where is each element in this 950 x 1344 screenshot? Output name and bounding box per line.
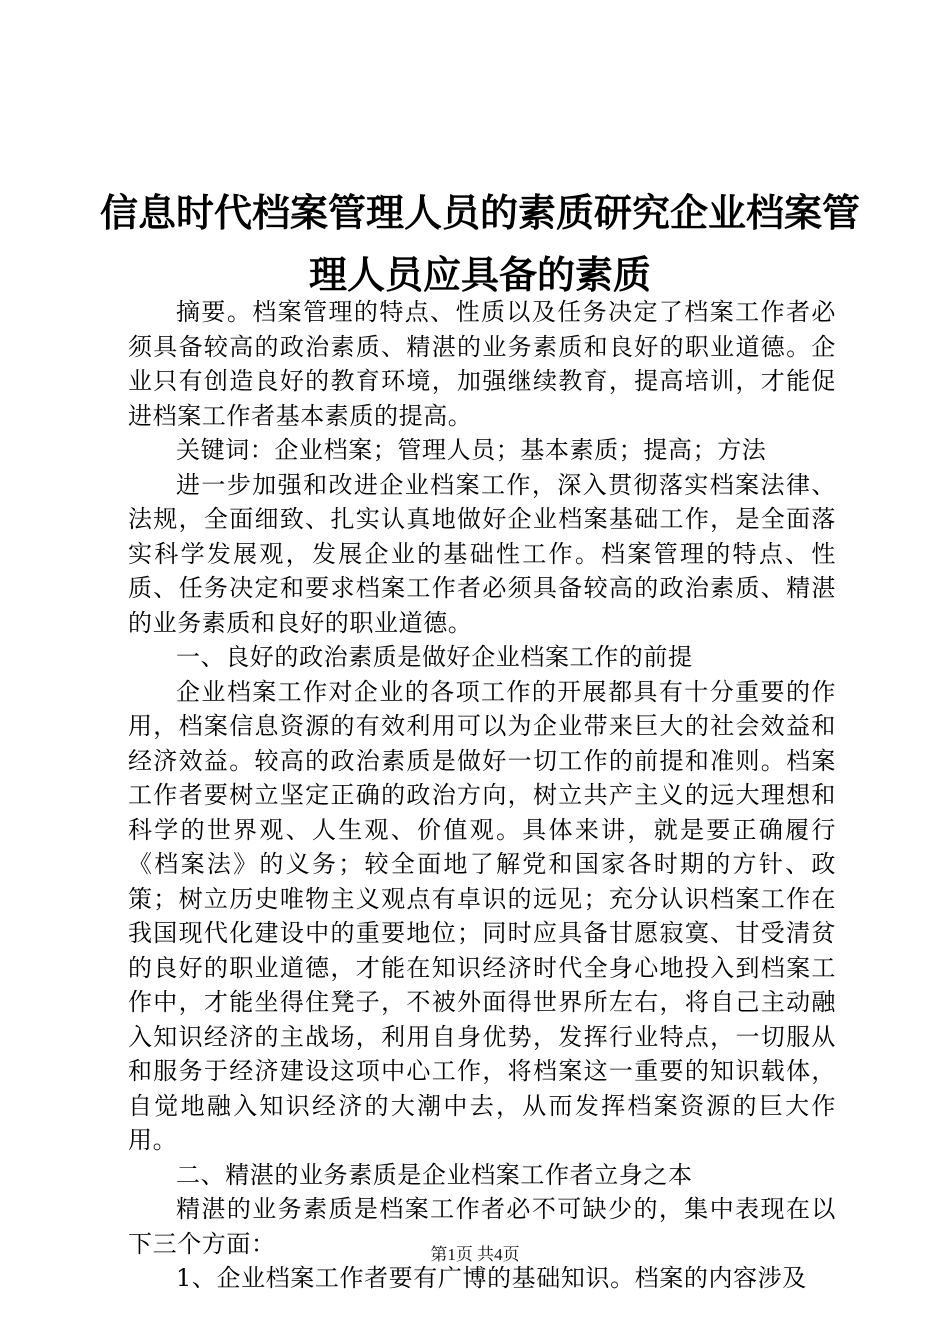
section-2-paragraph: 精湛的业务素质是档案工作者必不可缺少的，集中表现在以下三个方面： — [128, 1195, 836, 1258]
page-number-label: 第1页 共4页 — [430, 1245, 520, 1264]
abstract-paragraph: 摘要。档案管理的特点、性质以及任务决定了档案工作者必须具备较高的政治素质、精湛的业务素质和良好的职业道德。企业只有创造良好的教育环境，加强继续教育，提高培训，才能促进档案工作者基本素质的提高。 — [128, 298, 836, 430]
section-1-paragraph: 企业档案工作对企业的各项工作的开展都具有十分重要的作用，档案信息资源的有效利用可以为企业带来巨大的社会效益和经济效益。较高的政治素质是做好一切工作的前提和准则。档案工作者要树立坚定正确的政治方向，树立共产主义的远大理想和科学的世界观、人生观、价值观。具体来讲，就是要正确履行《档案法》的义务；较全面地了解党和国家各时期的方针、政策；树立历史唯物主义观点有卓识的远见；充分认识档案工作在我国现代化建设中的重要地位；同时应具备甘愿寂寞、甘受清贫的良好的职业道德，才能在知识经济时代全身心地投入到档案工作中，才能坐得住凳子，不被外面得世界所左右，将自己主动融入知识经济的主战场，利用自身优势，发挥行业特点，一切服从和服务于经济建设这项中心工作，将档案这一重要的知识载体，自觉地融入知识经济的大潮中去，从而发挥档案资源的巨大作用。 — [128, 677, 836, 1154]
page-footer — [0, 1243, 950, 1267]
section-heading-2: 二、精湛的业务素质是企业档案工作者立身之本 — [176, 1160, 693, 1189]
document-body — [128, 295, 836, 1296]
list-item-1-paragraph: 1、企业档案工作者要有广博的基础知识。档案的内容涉及 — [176, 1264, 807, 1292]
intro-paragraph: 进一步加强和改进企业档案工作，深入贯彻落实档案法律、法规，全面细致、扎实认真地做好企业档案基础工作，是全面落实科学发展观，发展企业的基础性工作。档案管理的特点、性质、任务决定和要求档案工作者必须具备较高的政治素质、精湛的业务素质和良好的职业道德。 — [128, 470, 836, 637]
title-line-1: 信息时代档案管理人员的素质研究企业档案管 — [100, 190, 861, 235]
keywords-paragraph: 关键词：企业档案；管理人员；基本素质；提高；方法 — [176, 436, 767, 464]
section-heading-1: 一、良好的政治素质是做好企业档案工作的前提 — [176, 643, 693, 671]
document-title — [100, 182, 860, 306]
title-line-2: 理人员应具备的素质 — [308, 252, 651, 297]
